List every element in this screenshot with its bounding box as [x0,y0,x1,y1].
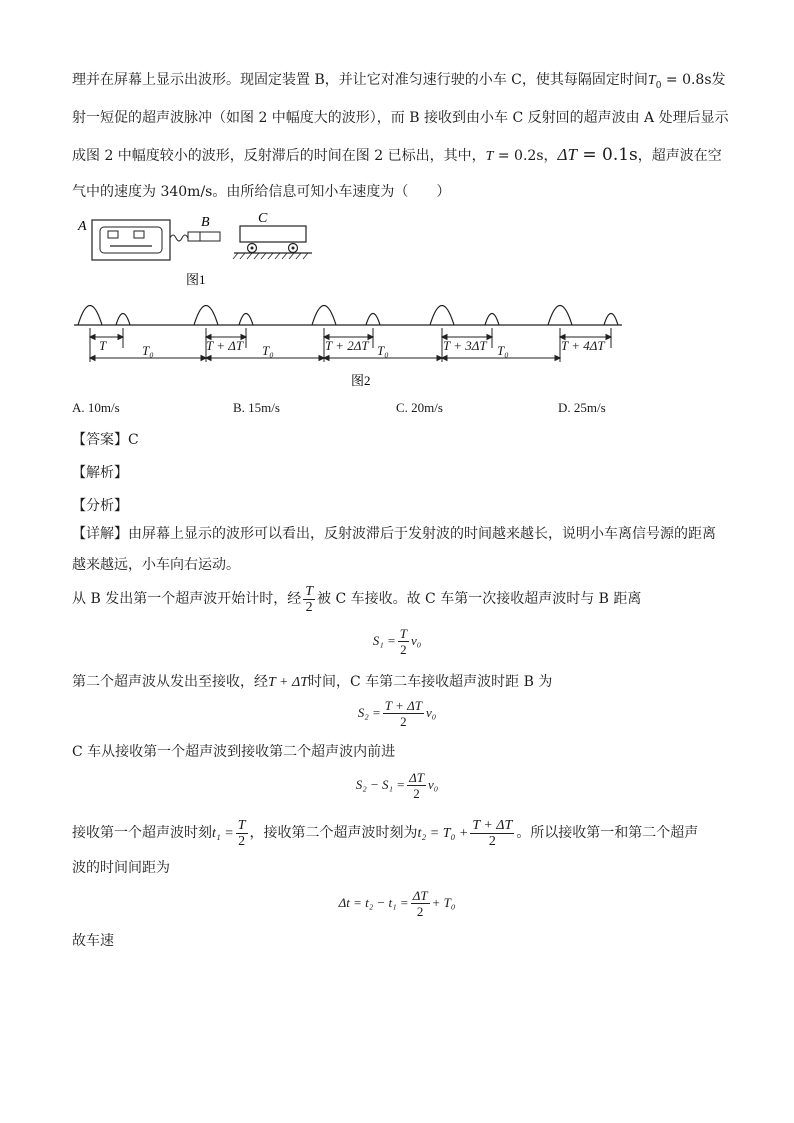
label-t-dt: T + ΔT [206,338,244,353]
num: T + ΔT [384,698,422,713]
echo-pulse [239,314,253,326]
fenxi-label: 【分析】 [72,498,128,514]
echo-pulse [366,314,380,326]
figure-1 [72,208,332,290]
emit-pulse [430,306,454,326]
option-a[interactable]: A. 10m/s [72,400,120,415]
device-b-head [188,232,200,241]
emit-pulse [312,306,336,326]
den: 2 [400,714,407,729]
lhs: S₁ = [372,633,396,648]
text: 时间，C 车第二车接收超声波时距 B 为 [307,674,553,690]
text: 理并在屏幕上显示出波形。现固定装置 B，并让它对准匀速行驶的小车 C，使其每隔固定时间 [72,72,648,88]
emit-pulse [194,306,218,326]
equation-4 [0,888,794,919]
den: 2 [238,833,246,849]
expr: t₁ = [212,826,234,841]
equation-1 [0,626,794,657]
echo-pulse [485,314,499,326]
label-t: T [99,338,107,353]
equation-3 [0,770,794,801]
car-c-body [240,226,306,242]
var: T [485,149,494,164]
sub: 0 [655,80,662,91]
solution-line-6 [72,816,698,851]
den: 2 [416,904,424,919]
lhs: S₂ − S₁ = [355,777,406,792]
label-t-4dt: T + 4ΔT [561,338,605,353]
num: T [305,583,313,599]
value: = 0.2s [493,148,544,164]
label-t0: T₀ [497,343,509,358]
expr: t₂ = T₀ + [417,826,469,841]
answer-line [72,430,139,450]
figure-2 [72,296,632,388]
fraction [236,818,248,849]
solution-line-1 [72,524,716,544]
answer-value: C [128,432,139,448]
solution-line-4 [72,672,552,693]
option-c[interactable]: C. 20m/s [396,400,443,415]
var: T [647,73,656,88]
device-b-body [200,232,220,241]
figure-1-caption: 图1 [186,272,206,287]
num: ΔT [409,770,424,785]
equation-2 [0,698,794,729]
expr: T + ΔT [268,675,308,690]
var: ΔT [557,145,577,164]
text: 。所以接收第一和第二个超声 [516,825,699,841]
solution-line-8: 故车速 [72,933,114,949]
problem-line-3: 成图 2 中幅度较小的波形，反射滞后的时间在图 2 已标出，其中，T = 0.2s，ΔT = 0.1s，超声波在空 [72,145,722,165]
device-a-body [92,220,170,260]
tail: + T₀ [431,895,456,910]
fraction [303,584,315,615]
text: 成图 2 中幅度较小的波形，反射滞后的时间在图 2 已标出，其中， [72,148,486,164]
label-a: A [78,219,87,234]
figure-2-caption: 图2 [351,373,371,388]
emit-pulse [548,306,572,326]
v0: v₀ [425,705,437,720]
lhs: S₂ = [357,705,381,720]
num: ΔT [412,888,428,903]
option-b[interactable]: B. 15m/s [233,400,280,415]
text: 发 [711,72,726,88]
fraction [411,888,430,919]
emit-pulse [78,306,102,326]
problem-line-2: 射一短促的超声波脉冲（如图 2 中幅度大的波形），而 B 接收到由小车 C 反射回的超声波由 A 处理后显示 [72,110,729,126]
label-t0: T₀ [377,343,389,358]
label-c: C [258,211,268,226]
fraction [470,818,514,849]
waveforms [78,306,618,326]
label-t-3dt: T + 3ΔT [443,338,487,353]
num: T [237,817,246,833]
solution-line-3 [72,582,641,616]
answer-label: 【答案】 [72,432,128,448]
fraction [383,698,424,729]
den: 2 [413,786,420,801]
text: 由屏幕上显示的波形可以看出，反射波滞后于发射波的时间越来越长，说明小车离信号源的距离 [128,526,716,542]
label-t-2dt: T + 2ΔT [325,338,369,353]
text: 接收第一个超声波时刻 [72,825,212,841]
problem-line-4: 气中的速度为 340m/s。由所给信息可知小车速度为（ ） [72,184,451,200]
solution-line-2: 越来越远，小车向右运动。 [72,557,240,573]
num: T + ΔT [472,817,513,833]
text: 被 C 车接收。故 C 车第一次接收超声波时与 B 距离 [317,591,642,607]
lhs: Δt = t₂ − t₁ = [338,895,409,910]
echo-pulse [116,314,130,326]
fraction [398,626,409,657]
text: 第二个超声波从发出至接收，经 [72,674,268,690]
detail-label: 【详解】 [72,526,128,542]
fraction [407,770,426,801]
den: 2 [305,599,313,615]
echo-pulse [604,314,618,326]
text: 从 B 发出第一个超声波开始计时，经 [72,591,302,607]
solution-line-7: 波的时间间距为 [72,860,170,876]
text: ，超声波在空 [637,148,722,164]
v0: v₀ [410,633,422,648]
analysis-label: 【解析】 [72,465,128,481]
den: 2 [488,833,496,849]
solution-line-5: C 车从接收第一个超声波到接收第二个超声波内前进 [72,744,396,760]
num: T [399,626,407,641]
option-d[interactable]: D. 25m/s [558,400,606,415]
text: ，接收第二个超声波时刻为 [249,825,418,841]
problem-line-1 [72,70,726,96]
v0: v₀ [427,777,439,792]
label-t0: T₀ [142,343,154,358]
value: = 0.1s [576,145,638,165]
value: = 0.8s [661,72,712,88]
label-t0: T₀ [262,343,274,358]
ground-hatch [233,253,308,259]
label-b: B [201,215,210,230]
cable [170,235,188,241]
den: 2 [400,642,407,657]
